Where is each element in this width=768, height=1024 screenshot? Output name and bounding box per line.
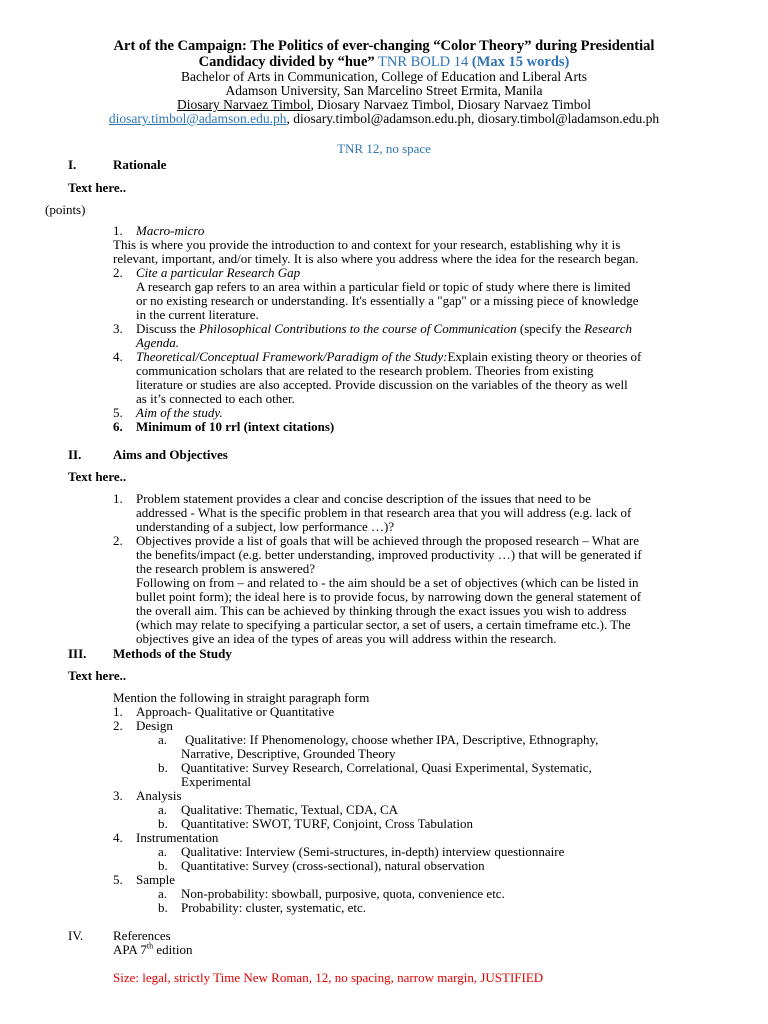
s1-gap-line-1: A research gap refers to an area within a particular field or topic of study where there is limited (136, 279, 631, 294)
section-3-text-here: Text here.. (68, 668, 127, 683)
s2-item-2-line-8: objectives give an idea of the types of areas you will address within the research. (136, 631, 557, 646)
s3-analysis-b-marker: b. (158, 816, 168, 831)
title-line-1: Art of the Campaign: The Politics of ever-changing “Color Theory” during Presidential (113, 38, 655, 54)
points-label: (points) (45, 202, 86, 217)
s1-gap-line-2: or no existing research or understanding. It's essentially a "gap" or a missing piece of knowledge (136, 293, 639, 308)
s1-item-3-num: 3. (113, 321, 123, 336)
s1-item-5-num: 5. (113, 405, 123, 420)
footer-format-note: Size: legal, strictly Time New Roman, 12, no spacing, narrow margin, JUSTIFIED (113, 970, 544, 985)
s2-item-2-line-7: (which may relate to specifying a particular sector, a set of users, a certain timeframe etc.). The (136, 617, 631, 632)
authors-rest: , Diosary Narvaez Timbol, Diosary Narvaez Timbol (310, 97, 591, 112)
section-1-text-here: Text here.. (68, 180, 127, 195)
s3-item-3-label: Analysis (136, 788, 182, 803)
s3-instr-a-marker: a. (158, 844, 168, 859)
author-underlined: Diosary Narvaez Timbol (177, 97, 311, 112)
section-4-heading: References (113, 928, 171, 943)
s3-instr-a: Qualitative: Interview (Semi-structures, in-depth) interview questionnaire (181, 844, 565, 859)
s1-item-3-label2: Research (584, 321, 633, 336)
s1-item-4-label: Theoretical/Conceptual Framework/Paradigm of the Study: (136, 349, 448, 364)
apa-edition (113, 943, 192, 957)
apa-label: APA 7 (113, 942, 147, 957)
s1-item-6-num: 6. (113, 419, 123, 434)
s3-sample-a: Non-probability: sbowball, purposive, quota, convenience etc. (181, 886, 505, 901)
s3-analysis-b: Quantitative: SWOT, TURF, Conjoint, Cross Tabulation (181, 816, 473, 831)
section-1-heading: Rationale (113, 157, 167, 172)
section-2-heading: Aims and Objectives (113, 447, 228, 462)
s2-item-2-line-1: Objectives provide a list of goals that will be achieved through the proposed research – What are (136, 533, 639, 548)
emails-rest: , diosary.timbol@adamson.edu.ph, diosary.timbol@ladamson.edu.ph (286, 111, 660, 126)
s3-sample-a-marker: a. (158, 886, 168, 901)
s1-theory-line-1: communication scholars that are related to the research problem. Theories from existing (136, 363, 594, 378)
section-4-number: IV. (68, 928, 84, 943)
email-link[interactable]: diosary.timbol@adamson.edu.ph (108, 111, 287, 126)
s1-item-3-post: (specify the (516, 321, 585, 336)
s1-item-1-num: 1. (113, 223, 123, 238)
s1-item-3-label: Philosophical Contributions to the course of Communication (198, 321, 517, 336)
s1-item-2-label: Cite a particular Research Gap (136, 265, 301, 280)
s2-item-2-line-3: the research problem is answered? (136, 561, 316, 576)
s3-item-1-num: 1. (113, 704, 123, 719)
title-format-note: TNR BOLD 14 (374, 54, 472, 70)
s1-theory-line-2: literature or studies are also accepted. Provide discussion on the variables of the theory as well (136, 377, 628, 392)
s3-design-b-marker: b. (158, 760, 168, 775)
s2-item-1-line-3: understanding of a subject, low performance …)? (136, 519, 395, 534)
s1-theory-line-3: as it’s connected to each other. (136, 391, 295, 406)
s1-item-4-num: 4. (113, 349, 123, 364)
s3-item-2-num: 2. (113, 718, 123, 733)
s1-item-6-label: Minimum of 10 rrl (intext citations) (136, 419, 335, 434)
s3-item-5-label: Sample (136, 872, 175, 887)
s3-item-5-num: 5. (113, 872, 123, 887)
s1-item-5-label: Aim of the study. (136, 405, 223, 420)
s3-item-1-label: Approach- Qualitative or Quantitative (136, 704, 335, 719)
program-line: Bachelor of Arts in Communication, College of Education and Liberal Arts (180, 69, 588, 84)
s2-item-1-line-2: addressed - What is the specific problem in that research area that you will address (e.g. lack of (136, 505, 632, 520)
address-line: Adamson University, San Marcelino Street Ermita, Manila (225, 83, 543, 98)
s3-design-b-line-2: Experimental (181, 774, 252, 789)
section-2-text-here: Text here.. (68, 469, 127, 484)
s3-analysis-a: Qualitative: Thematic, Textual, CDA, CA (181, 802, 399, 817)
section-3-number: III. (68, 646, 87, 661)
apa-sup: th (146, 941, 154, 951)
s1-item-3-pre: Discuss the (136, 321, 199, 336)
s3-design-a-line-1: Qualitative: If Phenomenology, choose whether IPA, Descriptive, Ethnography, (185, 732, 599, 747)
s1-item-3-text (136, 322, 632, 336)
title-line-2-bold: Candidacy divided by “hue” (198, 54, 375, 70)
s2-item-2-line-4: Following on from – and related to - the aim should be a set of objectives (which can be listed in (136, 575, 639, 590)
s2-item-2-line-5: bullet point form); the ideal here is to provide focus, by narrowing down the general statement of (136, 589, 642, 604)
s2-item-1-line-1: Problem statement provides a clear and concise description of the issues that need to be (136, 491, 591, 506)
s3-item-4-label: Instrumentation (136, 830, 219, 845)
s1-macro-line-2: relevant, important, and/or timely. It is also where you address where the idea for the research began. (113, 251, 639, 266)
section-3-heading: Methods of the Study (113, 646, 232, 661)
s1-item-1-label: Macro-micro (136, 223, 205, 238)
s1-item-4-text (136, 350, 641, 364)
s3-analysis-a-marker: a. (158, 802, 168, 817)
emails-line (0, 112, 768, 126)
s1-item-2-num: 2. (113, 265, 123, 280)
section-1-number: I. (68, 157, 77, 172)
s1-gap-line-3: in the current literature. (136, 307, 259, 322)
authors-line (0, 98, 768, 112)
s3-intro: Mention the following in straight paragraph form (113, 690, 370, 705)
s3-sample-b: Probability: cluster, systematic, etc. (181, 900, 367, 915)
s3-instr-b: Quantitative: Survey (cross-sectional), natural observation (181, 858, 485, 873)
apa-rest: edition (153, 942, 193, 957)
title-line-2 (0, 54, 768, 70)
s1-item-4-post: Explain existing theory or theories of (447, 349, 642, 364)
s3-item-4-num: 4. (113, 830, 123, 845)
s1-macro-line-1: This is where you provide the introduction to and context for your research, establishing why it is (113, 237, 621, 252)
s2-item-1-num: 1. (113, 491, 123, 506)
s3-item-2-label: Design (136, 718, 173, 733)
section-2-number: II. (68, 447, 82, 462)
s3-design-a-marker: a. (158, 732, 168, 747)
s3-sample-b-marker: b. (158, 900, 168, 915)
s3-instr-b-marker: b. (158, 858, 168, 873)
s2-item-2-line-2: the benefits/impact (e.g. better understanding, improved productivity …) that will be generated if (136, 547, 642, 562)
s3-design-b-line-1: Quantitative: Survey Research, Correlational, Quasi Experimental, Systematic, (181, 760, 592, 775)
s3-design-a-line-2: Narrative, Descriptive, Grounded Theory (181, 746, 396, 761)
s2-item-2-num: 2. (113, 533, 123, 548)
s2-item-2-line-6: the overall aim. This can be achieved by thinking through the exact issues you wish to address (136, 603, 627, 618)
title-word-limit: (Max 15 words) (471, 54, 570, 70)
s1-item-3-cont: Agenda. (136, 335, 179, 350)
s3-item-3-num: 3. (113, 788, 123, 803)
format-note: TNR 12, no space (337, 141, 431, 156)
